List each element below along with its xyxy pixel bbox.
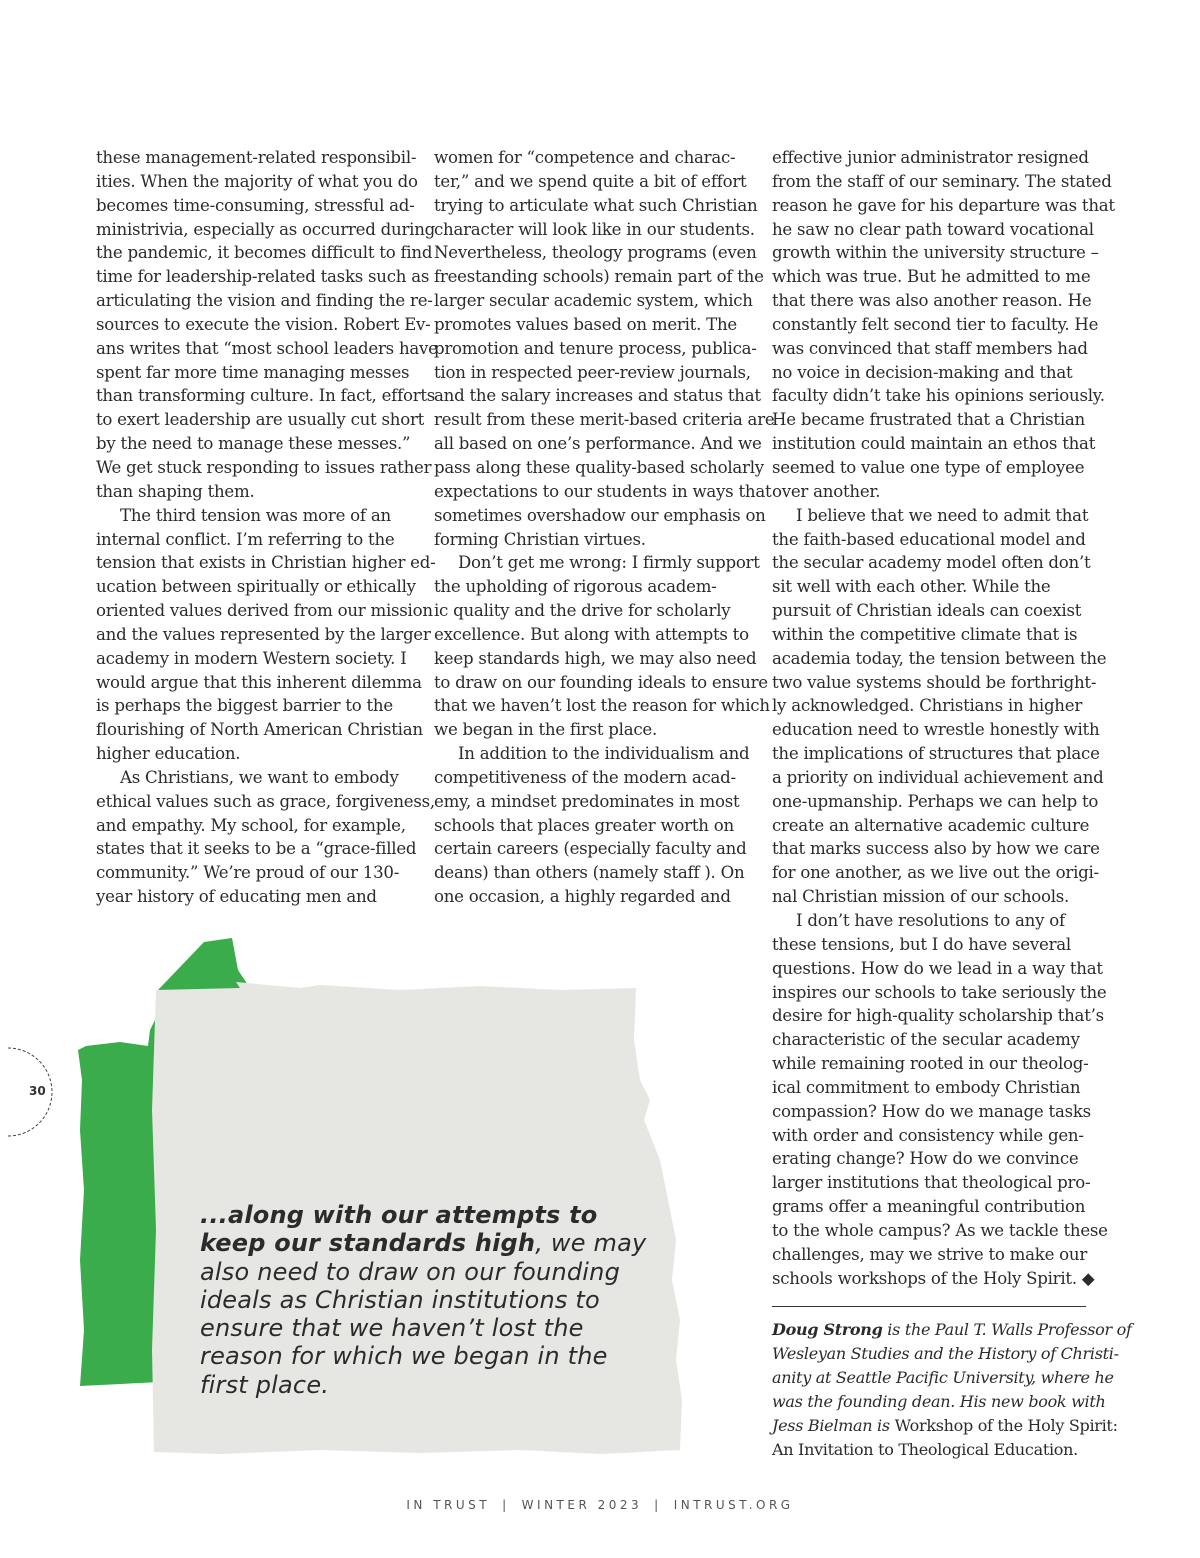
body-line: a priority on individual achievement and xyxy=(772,767,1104,787)
body-line: keep standards high, we may also need xyxy=(434,648,757,668)
body-line: spent far more time managing messes xyxy=(96,362,410,382)
body-line: ministrivia, especially as occurred during xyxy=(96,219,436,239)
body-line: promotion and tenure process, publica- xyxy=(434,338,757,358)
body-line: ans writes that “most school leaders have xyxy=(96,338,438,358)
body-line: competitiveness of the modern acad- xyxy=(434,767,736,787)
body-line: women for “competence and charac- xyxy=(434,148,736,167)
body-line: year history of educating men and xyxy=(96,887,377,907)
body-line: Nevertheless, theology programs (even xyxy=(434,243,757,263)
body-line: to exert leadership are usually cut short xyxy=(96,410,425,430)
body-line: the pandemic, it becomes difficult to find xyxy=(96,243,433,263)
body-line: schools workshops of the Holy Spirit. ◆ xyxy=(772,1268,1095,1288)
body-line: from the staff of our seminary. The stated xyxy=(772,171,1112,191)
body-line: was convinced that staff members had xyxy=(772,338,1088,358)
body-line: by the need to manage these messes.” xyxy=(96,434,411,454)
body-line: We get stuck responding to issues rather xyxy=(96,457,432,477)
body-line: ic quality and the drive for scholarly xyxy=(434,601,731,621)
body-line: ical commitment to embody Christian xyxy=(772,1077,1081,1097)
bio-text: is the Paul T. Walls Professor of xyxy=(882,1320,1132,1339)
body-line: desire for high-quality scholarship that’s xyxy=(772,1006,1104,1026)
body-line: reason he gave for his departure was that xyxy=(772,195,1115,215)
body-line: flourishing of North American Christian xyxy=(96,720,423,740)
pull-quote-text: ensure that we haven’t lost the xyxy=(200,1314,584,1343)
body-line: he saw no clear path toward vocational xyxy=(772,219,1094,239)
body-line: these tensions, but I do have several xyxy=(772,934,1071,954)
paragraph-start-line: I don’t have resolutions to any of xyxy=(796,911,1065,930)
body-line: states that it seeks to be a “grace-filled xyxy=(96,839,417,859)
footer-magazine: IN TRUST xyxy=(406,1498,491,1512)
body-line: and empathy. My school, for example, xyxy=(96,815,406,835)
paragraph-start-line: In addition to the individualism and xyxy=(458,744,750,764)
pull-quote-text: first place. xyxy=(200,1370,330,1399)
body-line: challenges, may we strive to make our xyxy=(772,1244,1088,1264)
footer-separator: | xyxy=(654,1498,662,1512)
pull-quote-bold: ...along with our attempts to xyxy=(200,1201,598,1229)
body-line: grams offer a meaningful contribution xyxy=(772,1197,1086,1217)
body-line: within the competitive climate that is xyxy=(772,624,1078,644)
footer-separator: | xyxy=(502,1498,510,1512)
body-line: to draw on our founding ideals to ensure xyxy=(434,672,768,692)
body-line: with order and consistency while gen- xyxy=(772,1125,1084,1145)
pull-quote-bold: keep our standards high xyxy=(200,1229,536,1258)
body-line: erating change? How do we convince xyxy=(772,1149,1079,1169)
body-line: academia today, the tension between the xyxy=(772,648,1107,668)
body-line: inspires our schools to take seriously the xyxy=(772,982,1107,1002)
body-line: education need to wrestle honestly with xyxy=(772,720,1100,740)
body-line: the secular academy model often don’t xyxy=(772,553,1091,573)
body-line: seemed to value one type of employee xyxy=(772,457,1085,477)
body-line: sources to execute the vision. Robert Ev- xyxy=(96,314,431,334)
author-name: Doug Strong xyxy=(772,1320,883,1339)
book-title: An Invitation to Theological Education. xyxy=(772,1440,1078,1459)
pull-quote-text: ideals as Christian institutions to xyxy=(200,1285,600,1314)
body-line: promotes values based on merit. The xyxy=(434,314,737,334)
body-line: the implications of structures that place xyxy=(772,744,1100,764)
body-line: we began in the first place. xyxy=(434,720,657,740)
body-line: that we haven’t lost the reason for which xyxy=(434,696,770,716)
page-number-circle xyxy=(0,1046,56,1138)
body-line: becomes time-consuming, stressful ad- xyxy=(96,195,415,215)
body-line: emy, a mindset predominates in most xyxy=(434,791,740,811)
body-line: schools that places greater worth on xyxy=(434,815,734,835)
body-line: academy in modern Western society. I xyxy=(96,648,407,668)
body-line: internal conflict. I’m referring to the xyxy=(96,529,395,549)
bio-text: Wesleyan Studies and the History of Christi- xyxy=(772,1344,1119,1363)
body-line: pursuit of Christian ideals can coexist xyxy=(772,601,1082,621)
body-line: effective junior administrator resigned xyxy=(772,148,1089,167)
body-line: expectations to our students in ways that xyxy=(434,481,772,501)
body-line: sit well with each other. While the xyxy=(772,577,1051,597)
bio-text: Jess Bielman is xyxy=(772,1416,895,1435)
bio-divider xyxy=(772,1306,1086,1307)
body-line: one-upmanship. Perhaps we can help to xyxy=(772,791,1099,811)
body-line: oriented values derived from our mission xyxy=(96,601,433,621)
body-line: trying to articulate what such Christian xyxy=(434,195,758,215)
body-line: ter,” and we spend quite a bit of effort xyxy=(434,171,747,191)
body-line: ethical values such as grace, forgiveness, xyxy=(96,791,435,811)
body-line: articulating the vision and finding the re- xyxy=(96,291,433,311)
text-column-1 xyxy=(96,146,438,909)
footer-site[interactable]: INTRUST.ORG xyxy=(673,1498,794,1512)
body-line: that marks success also by how we care xyxy=(772,839,1100,859)
body-line: that there was also another reason. He xyxy=(772,291,1092,311)
pull-quote-text: also need to draw on our founding xyxy=(200,1257,621,1286)
body-line: two value systems should be forthright- xyxy=(772,672,1097,692)
body-line: tion in respected peer-review journals, xyxy=(434,362,751,382)
body-line: the upholding of rigorous academ- xyxy=(434,577,717,597)
book-title: Workshop of the Holy Spirit: xyxy=(894,1416,1118,1435)
pull-quote-text: reason for which we began in the xyxy=(200,1342,608,1371)
footer-issue: WINTER 2023 xyxy=(521,1498,643,1512)
body-line: which was true. But he admitted to me xyxy=(772,267,1091,287)
pull-quote xyxy=(200,1201,650,1399)
body-line: tension that exists in Christian higher ed- xyxy=(96,553,436,573)
body-line: character will look like in our students. xyxy=(434,219,755,239)
body-line: nal Christian mission of our schools. xyxy=(772,887,1070,907)
page-number: 30 xyxy=(29,1084,46,1098)
body-line: than shaping them. xyxy=(96,481,255,501)
body-line: result from these merit-based criteria are xyxy=(434,410,775,430)
text-column-2 xyxy=(434,146,775,909)
body-line: to the whole campus? As we tackle these xyxy=(772,1220,1108,1240)
body-line: create an alternative academic culture xyxy=(772,815,1090,835)
body-line: pass along these quality-based scholarly xyxy=(434,457,764,477)
body-line: excellence. But along with attempts to xyxy=(434,624,749,644)
body-line: is perhaps the biggest barrier to the xyxy=(96,696,393,716)
body-line: than transforming culture. In fact, efforts xyxy=(96,386,436,406)
body-line: certain careers (especially faculty and xyxy=(434,839,747,859)
body-line: one occasion, a highly regarded and xyxy=(434,887,731,907)
paragraph-start-line: As Christians, we want to embody xyxy=(120,767,399,787)
bio-text: anity at Seattle Pacific University, where he xyxy=(772,1368,1114,1387)
body-line: questions. How do we lead in a way that xyxy=(772,958,1103,978)
paragraph-start-line: The third tension was more of an xyxy=(120,505,391,525)
body-line: larger secular academic system, which xyxy=(434,291,753,311)
body-line: characteristic of the secular academy xyxy=(772,1030,1080,1050)
body-line: and the salary increases and status that xyxy=(434,386,761,406)
body-line: sometimes overshadow our emphasis on xyxy=(434,505,766,525)
body-line: compassion? How do we manage tasks xyxy=(772,1101,1091,1121)
bio-text: was the founding dean. His new book with xyxy=(772,1392,1106,1411)
body-line: constantly felt second tier to faculty. He xyxy=(772,314,1099,334)
body-line: time for leadership-related tasks such as xyxy=(96,267,430,287)
body-line: for one another, as we live out the origi- xyxy=(772,863,1099,883)
page-footer xyxy=(0,1498,1200,1512)
body-line: community.” We’re proud of our 130- xyxy=(96,863,400,883)
body-line: deans) than others (namely staff ). On xyxy=(434,863,745,883)
paragraph-start-line: I believe that we need to admit that xyxy=(796,505,1089,525)
body-line: growth within the university structure – xyxy=(772,243,1099,263)
author-bio xyxy=(772,1318,1132,1462)
text-column-3 xyxy=(772,146,1115,1291)
body-line: would argue that this inherent dilemma xyxy=(96,672,422,692)
body-line: over another. xyxy=(772,481,881,501)
body-line: freestanding schools) remain part of the xyxy=(434,267,764,287)
body-line: ucation between spiritually or ethically xyxy=(96,577,416,597)
paragraph-start-line: Don’t get me wrong: I firmly support xyxy=(458,553,760,573)
body-line: higher education. xyxy=(96,744,241,764)
body-line: ly acknowledged. Christians in higher xyxy=(772,696,1083,716)
pull-quote-text: , we may xyxy=(535,1229,647,1258)
body-line: and the values represented by the larger xyxy=(96,624,431,644)
body-line: He became frustrated that a Christian xyxy=(772,410,1085,430)
body-line: institution could maintain an ethos that xyxy=(772,434,1096,454)
body-line: larger institutions that theological pro- xyxy=(772,1173,1091,1193)
body-line: while remaining rooted in our theolog- xyxy=(772,1054,1089,1074)
body-line: the faith-based educational model and xyxy=(772,529,1086,549)
body-line: forming Christian virtues. xyxy=(434,529,646,549)
body-line: faculty didn’t take his opinions seriously. xyxy=(772,386,1105,406)
body-line: ities. When the majority of what you do xyxy=(96,171,418,191)
body-line: all based on one’s performance. And we xyxy=(434,434,762,454)
body-line: no voice in decision-making and that xyxy=(772,362,1073,382)
body-line: these management-related responsibil- xyxy=(96,148,417,167)
